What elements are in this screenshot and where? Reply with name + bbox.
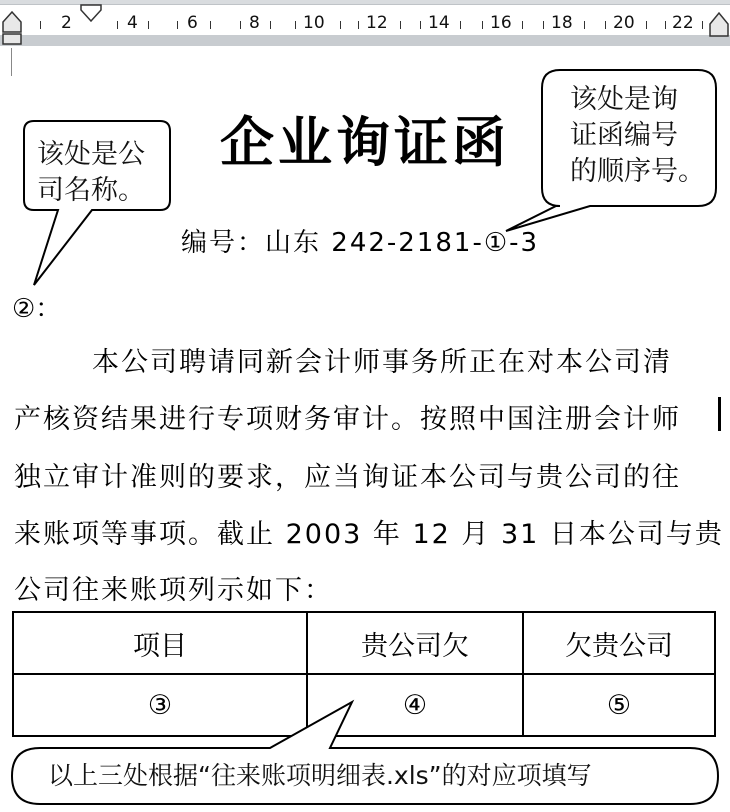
table-cell: ⑤ [523, 674, 715, 736]
serial-callout-text [570, 82, 705, 190]
serial-value: 山东 242-2181-①-3 [265, 228, 540, 258]
body-line: 公司往来账项列示如下： [14, 575, 333, 606]
table-header-cell: 欠贵公司 [523, 612, 715, 674]
ruler-number: 16 [490, 13, 512, 33]
table-cell: ③ [13, 674, 307, 736]
ruler-number: 2 [61, 13, 72, 33]
callout-line: 的顺序号。 [570, 156, 705, 187]
callout-line: 司名称。 [37, 175, 145, 206]
company-callout-text [37, 137, 145, 209]
table-callout-text: 以上三处根据“往来账项明细表.xls”的对应项填写 [48, 761, 592, 790]
ruler-number: 4 [127, 13, 138, 33]
ruler-number: 22 [672, 13, 694, 33]
ruler-number: 18 [551, 13, 573, 33]
body-line: 来账项等事项。截止 2003 年 12 月 31 日本公司与贵 [14, 519, 724, 550]
salutation: ②： [12, 294, 62, 324]
callout-line: 该处是公 [37, 139, 145, 170]
table-header-cell: 项目 [13, 612, 307, 674]
body-line: 产核资结果进行专项财务审计。按照中国注册会计师 [14, 404, 681, 435]
callout-line: 证函编号 [570, 120, 678, 151]
document-title: 企业询证函 [220, 110, 510, 174]
table-cell: ④ [307, 674, 523, 736]
ruler-number: 20 [613, 13, 635, 33]
callout-line: 该处是询 [570, 84, 678, 115]
serial-label: 编号： [181, 228, 266, 258]
table-header-cell: 贵公司欠 [307, 612, 523, 674]
ruler-number: 8 [249, 13, 260, 33]
ruler-number: 12 [366, 13, 388, 33]
ruler-number: 6 [187, 13, 198, 33]
ruler-number: 10 [303, 13, 325, 33]
body-line: 独立审计准则的要求，应当询证本公司与贵公司的往 [14, 462, 681, 493]
body-line: 本公司聘请同新会计师事务所正在对本公司清 [92, 347, 672, 378]
ruler-number: 14 [428, 13, 450, 33]
